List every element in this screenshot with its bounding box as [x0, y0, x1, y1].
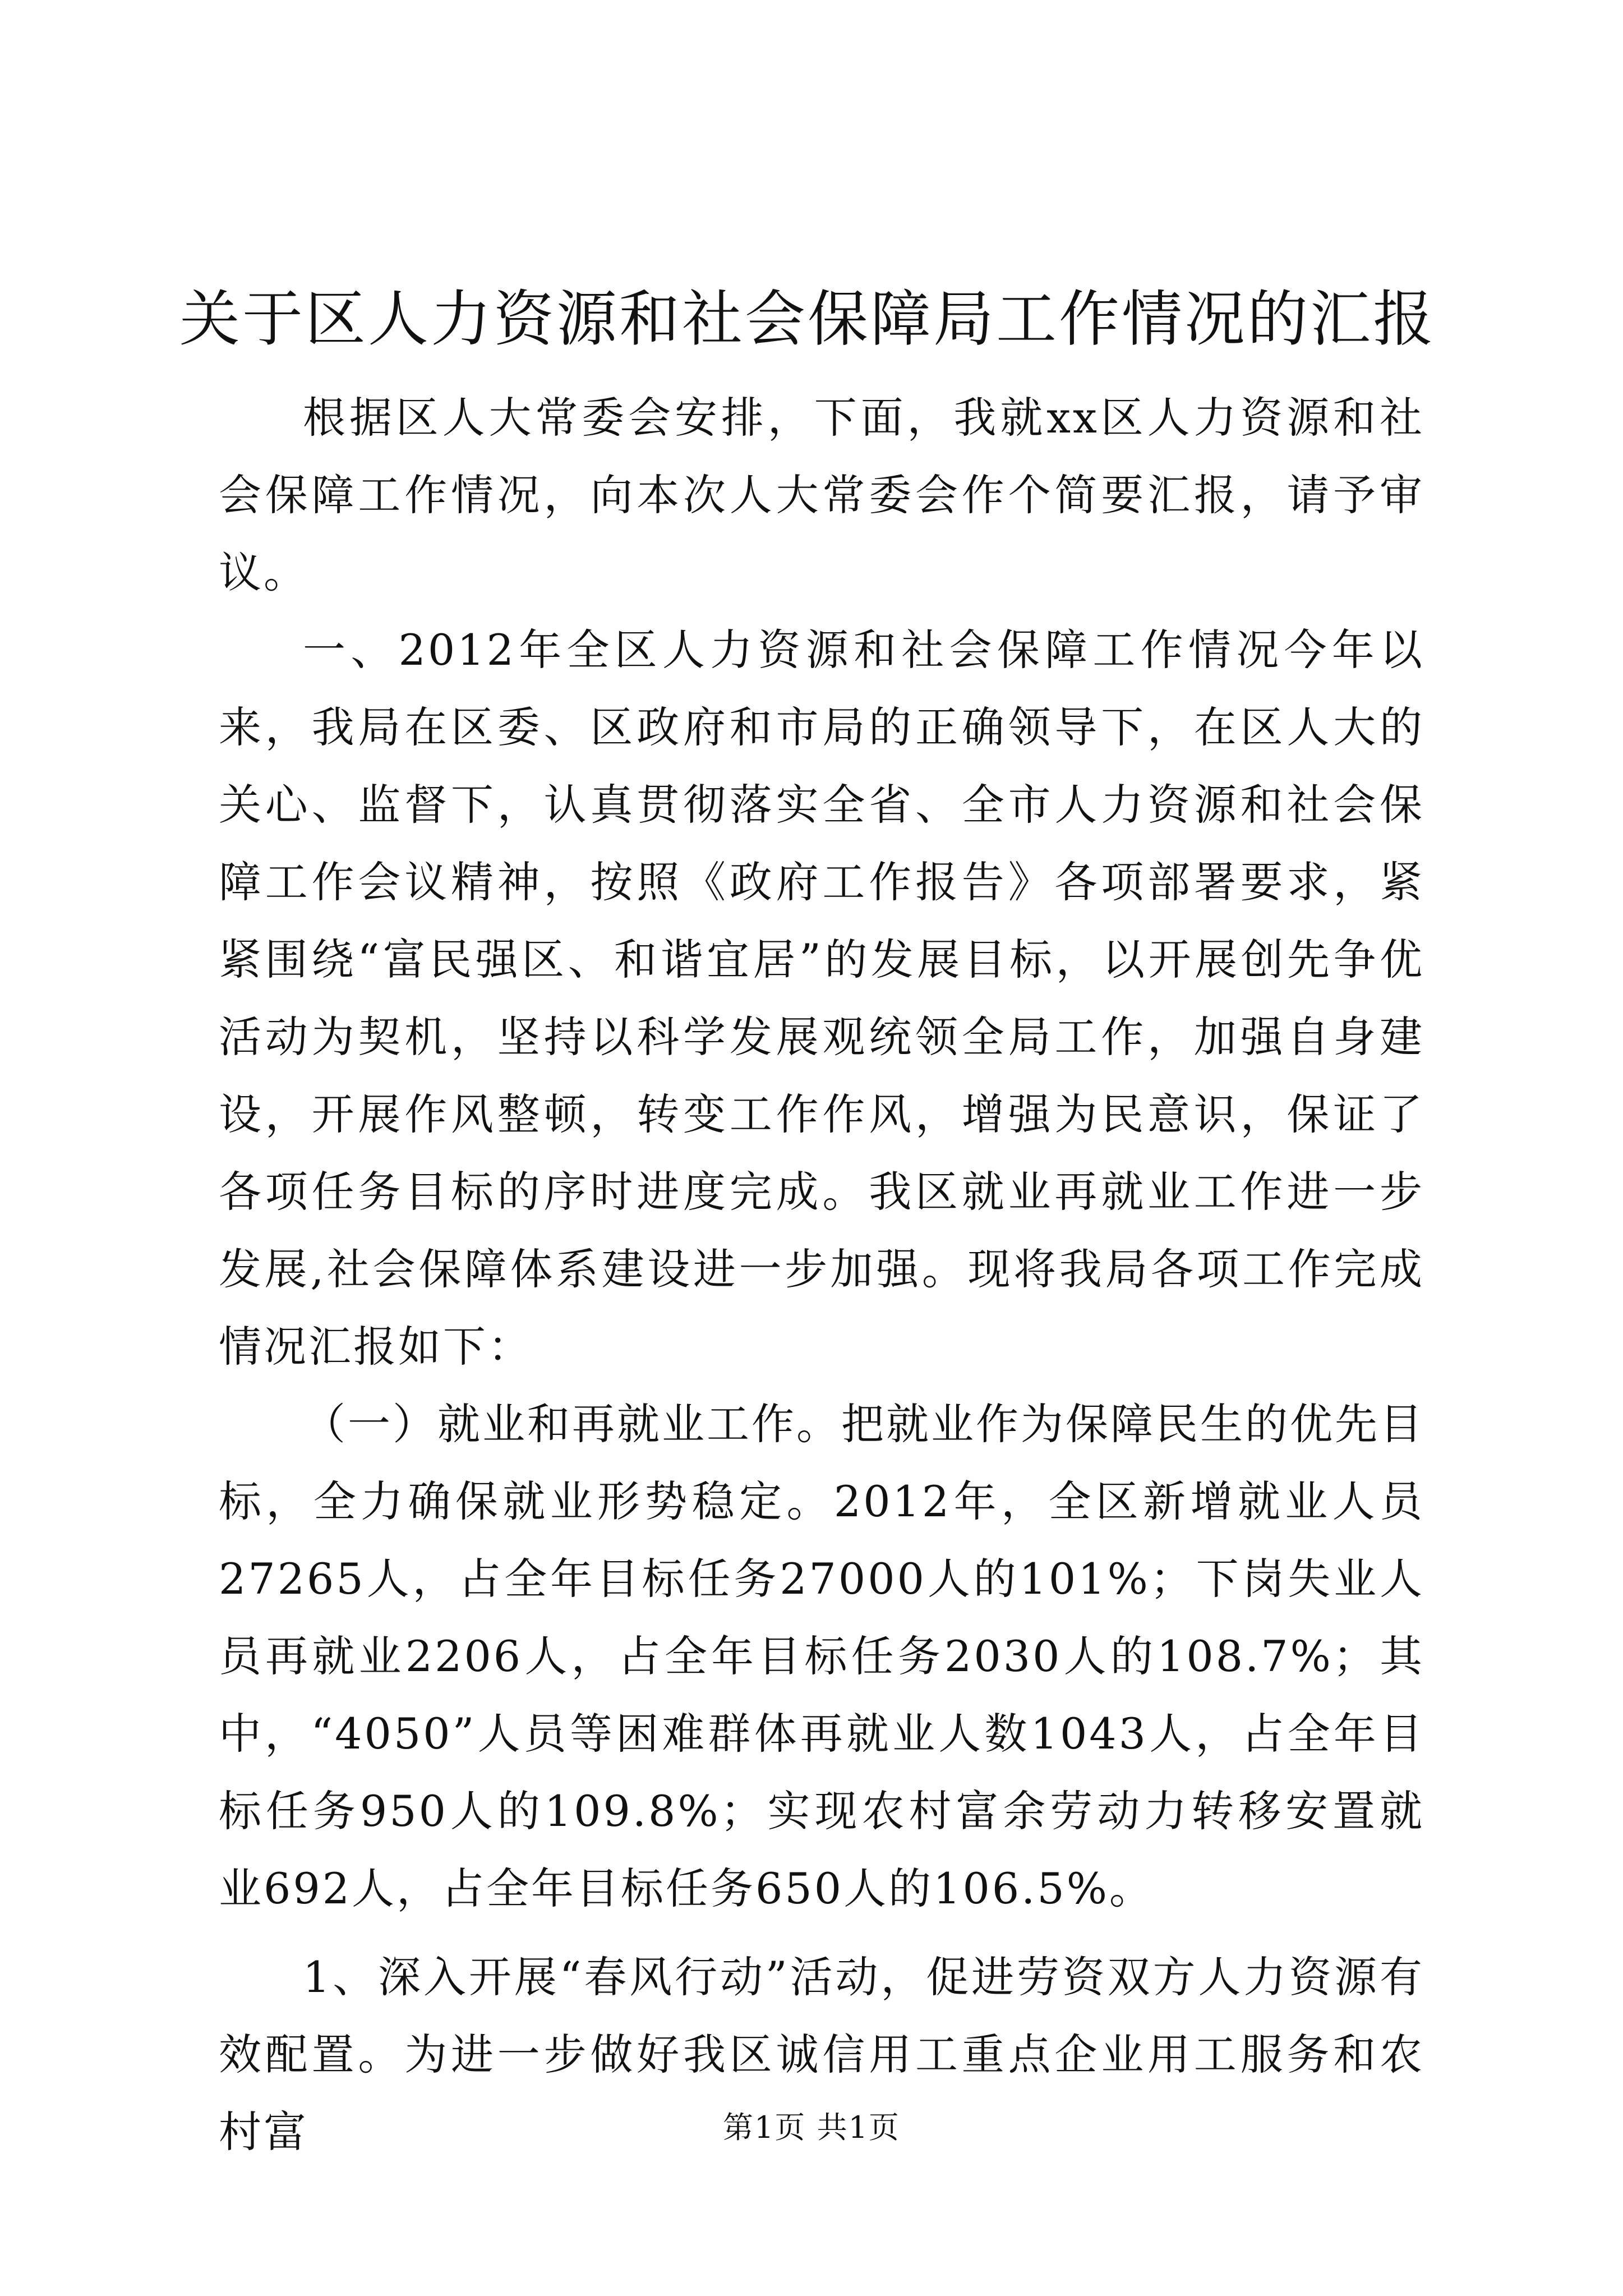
paragraph-intro: 根据区人大常委会安排，下面，我就xx区人力资源和社会保障工作情况，向本次人大常委会作个简要汇报，请予审议。 [219, 393, 1424, 597]
document-title: 关于区人力资源和社会保障局工作情况的汇报 [179, 284, 1436, 355]
paragraph-section-one: 一、2012年全区人力资源和社会保障工作情况今年以来，我局在区委、区政府和市局的正确领导下，在区人大的关心、监督下，认真贯彻落实全省、全市人力资源和社会保障工作会议精神，按照《政府工作报告》各项部署要求，紧紧围绕“富民强区、和谐宜居”的发展目标，以开展创先争优活动为契机，坚持以科学发展观统领全局工作，加强自身建设，开展作风整顿，转变工作作风，增强为民意识，保证了各项任务目标的序时进度完成。我区就业再就业工作进一步发展,社会保障体系建设进一步加强。现将我局各项工作完成情况汇报如下： [219, 625, 1424, 1372]
page-number-footer: 第1页 共1页 [723, 2110, 900, 2145]
document-body [219, 379, 1424, 2171]
paragraph-employment: （一）就业和再就业工作。把就业作为保障民生的优先目标，全力确保就业形势稳定。2012年，全区新增就业人员27265人，占全年目标任务27000人的101%；下岗失业人员再就业2206人，占全年目标任务2030人的108.7%；其中，“4050”人员等困难群体再就业人数1043人，占全年目标任务950人的109.8%；实现农村富余劳动力转移安置就业692人，占全年目标任务650人的106.5%。 [219, 1399, 1424, 1913]
paragraph-spring-breeze: 1、深入开展“春风行动”活动，促进劳资双方人力资源有效配置。为进一步做好我区诚信用工重点企业用工服务和农村富 [219, 1952, 1424, 2157]
